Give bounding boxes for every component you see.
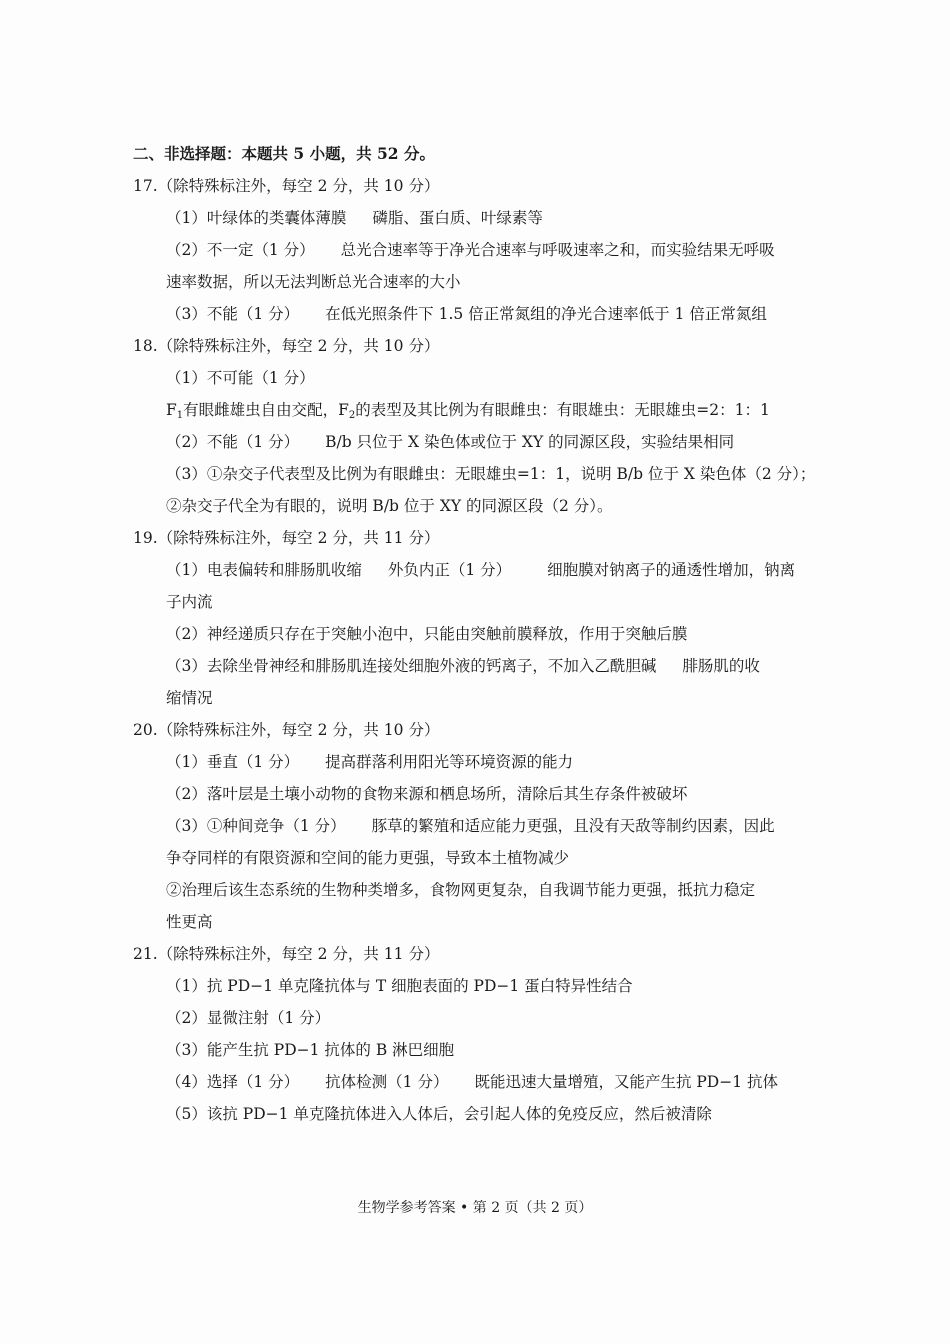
q19-answer-3	[166, 656, 760, 676]
q17-answer-3	[166, 304, 767, 324]
q21-a4-label: （4）选择（1 分）	[166, 1073, 300, 1091]
q17-a2-b: 总光合速率等于净光合速率与呼吸速率之和，而实验结果无呼吸	[340, 241, 775, 259]
q19-answer-1	[166, 560, 795, 580]
q17-header: 17.（除特殊标注外，每空 2 分，共 10 分）	[133, 177, 440, 195]
q21-header: 21.（除特殊标注外，每空 2 分，共 11 分）	[133, 945, 440, 963]
q20-header: 20.（除特殊标注外，每空 2 分，共 10 分）	[133, 721, 440, 739]
q20-answer-2: （2）落叶层是土壤小动物的食物来源和栖息场所，清除后其生存条件被破坏	[166, 785, 688, 803]
q19-answer-3-cont: 缩情况	[166, 689, 213, 707]
q21-a4-c: 既能迅速大量增殖，又能产生抗 PD−1 抗体	[474, 1073, 779, 1091]
q21-answer-1: （1）抗 PD−1 单克隆抗体与 T 细胞表面的 PD−1 蛋白特异性结合	[166, 977, 633, 995]
section-heading: 二、非选择题：本题共 5 小题，共 52 分。	[133, 144, 435, 163]
q18-a2-label: （2）不能（1 分）	[166, 433, 300, 451]
q19-answer-2: （2）神经递质只存在于突触小泡中，只能由突触前膜释放，作用于突触后膜	[166, 625, 688, 643]
q21-a4-b: 抗体检测（1 分）	[325, 1073, 449, 1091]
q18-f1-mid: 有眼雌雄虫自由交配，F	[183, 401, 349, 419]
q19-a1-c: 细胞膜对钠离子的通透性增加，钠离	[547, 561, 796, 579]
q21-answer-4	[166, 1072, 778, 1092]
q17-a2-label: （2）不一定（1 分）	[166, 241, 315, 259]
q17-a1-label: （1）叶绿体的类囊体薄膜	[166, 209, 347, 227]
q18-header: 18.（除特殊标注外，每空 2 分，共 10 分）	[133, 337, 440, 355]
q17-a3-b: 在低光照条件下 1.5 倍正常氮组的净光合速率低于 1 倍正常氮组	[325, 305, 767, 323]
q19-answer-1-cont: 子内流	[166, 593, 213, 611]
q19-a3-label: （3）去除坐骨神经和腓肠肌连接处细胞外液的钙离子，不加入乙酰胆碱	[166, 657, 657, 675]
q18-f1-line	[166, 400, 770, 426]
page-footer: 生物学参考答案 • 第 2 页（共 2 页）	[357, 1200, 593, 1216]
q17-answer-2	[166, 240, 775, 260]
q20-answer-3	[166, 816, 775, 836]
q21-answer-2: （2）显微注射（1 分）	[166, 1009, 331, 1027]
q17-answer-2-cont: 速率数据，所以无法判断总光合速率的大小	[166, 273, 461, 291]
q17-answer-1	[166, 208, 543, 228]
q18-answer-3: （3）①杂交子代表型及比例为有眼雌虫：无眼雄虫=1：1，说明 B/b 位于 X 染色体（2 分）；	[166, 465, 816, 483]
q20-a1-label: （1）垂直（1 分）	[166, 753, 300, 771]
q18-f2-sub: 2	[348, 410, 356, 421]
q19-a1-b: 外负内正（1 分）	[387, 561, 512, 579]
q19-header: 19.（除特殊标注外，每空 2 分，共 11 分）	[133, 529, 440, 547]
q20-a1-b: 提高群落利用阳光等环境资源的能力	[325, 753, 574, 771]
q18-f1-rest: 的表型及其比例为有眼雌虫：有眼雄虫：无眼雄虫=2：1：1	[355, 401, 770, 419]
q21-answer-5: （5）该抗 PD−1 单克隆抗体进入人体后，会引起人体的免疫反应，然后被清除	[166, 1105, 712, 1123]
q18-f1-sub: 1	[176, 410, 184, 421]
q18-answer-2	[166, 432, 734, 452]
q20-a3-label: （3）①种间竞争（1 分）	[166, 817, 346, 835]
q20-answer-1	[166, 752, 573, 772]
q21-answer-3: （3）能产生抗 PD−1 抗体的 B 淋巴细胞	[166, 1041, 455, 1059]
q17-a1-b: 磷脂、蛋白质、叶绿素等	[372, 209, 543, 227]
q20-a3-b: 豚草的繁殖和适应能力更强，且没有天敌等制约因素，因此	[371, 817, 775, 835]
q18-answer-1: （1）不可能（1 分）	[166, 369, 315, 387]
q20-answer-3-2: ②治理后该生态系统的生物种类增多，食物网更复杂，自我调节能力更强，抵抗力稳定	[166, 881, 756, 899]
q18-answer-3-cont: ②杂交子代全为有眼的，说明 B/b 位于 XY 的同源区段（2 分）。	[166, 497, 613, 515]
q18-a2-b: B/b 只位于 X 染色体或位于 XY 的同源区段，实验结果相同	[325, 433, 735, 451]
q19-a3-b: 腓肠肌的收	[682, 657, 760, 675]
q17-a3-label: （3）不能（1 分）	[166, 305, 300, 323]
q18-f1-prefix: F	[166, 401, 177, 419]
q19-a1-label: （1）电表偏转和腓肠肌收缩	[166, 561, 362, 579]
q20-answer-3-2-cont: 性更高	[166, 913, 213, 931]
q20-answer-3-cont: 争夺同样的有限资源和空间的能力更强，导致本土植物减少	[166, 849, 570, 867]
